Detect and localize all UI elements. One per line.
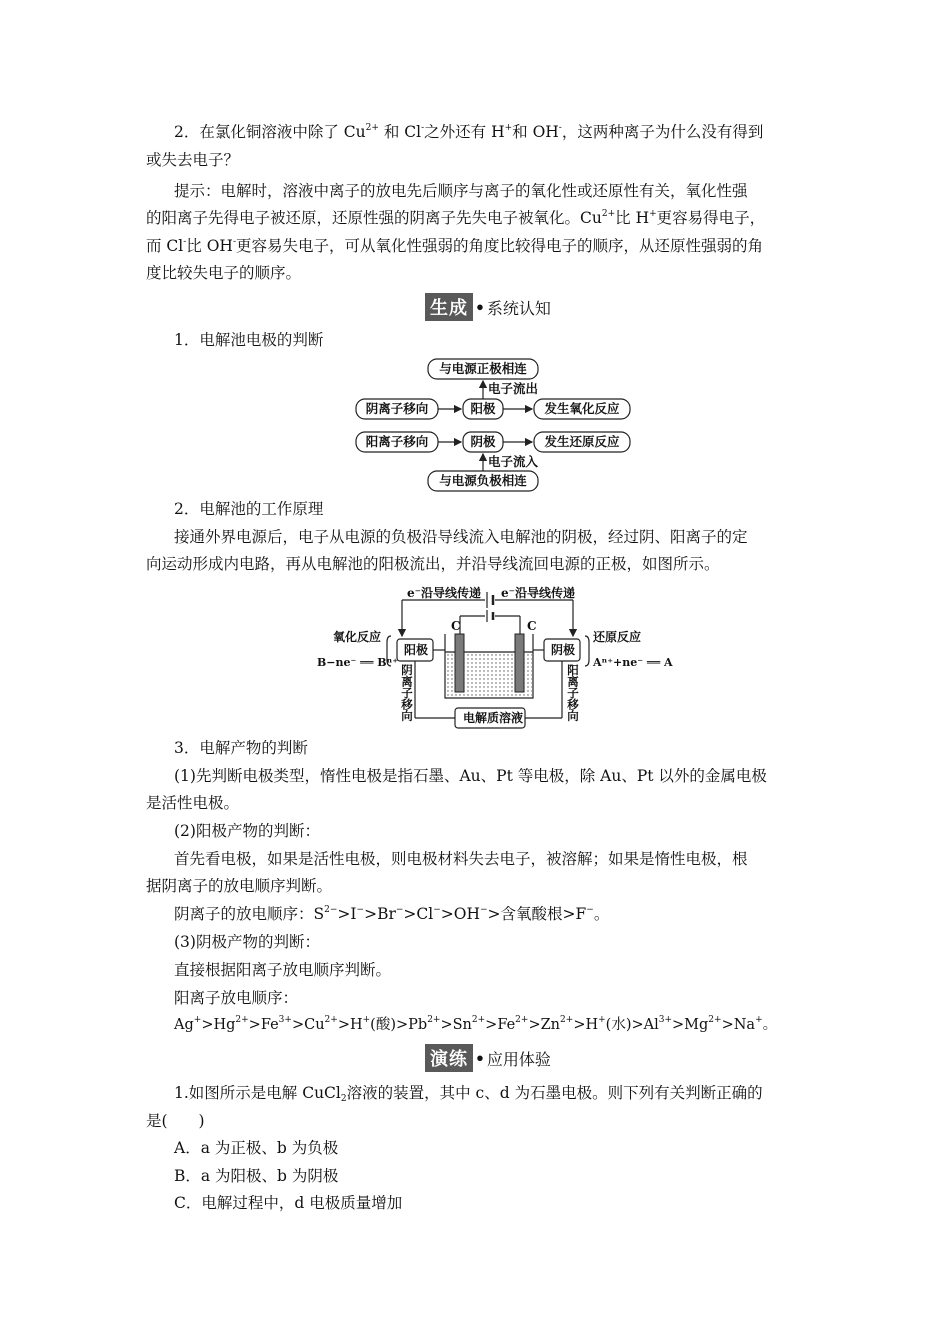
point-3-s2-title: (2)阳极产物的判断： (174, 822, 320, 840)
question-2-line2: 或失去电子？ (146, 151, 240, 169)
point-3-title: 3．电解产物的判断 (174, 739, 308, 757)
exercise-1-line2: 是( ) (146, 1112, 205, 1130)
flow-anode: 阳极 (470, 401, 496, 416)
cell-cation-move: 阳离子移向 (566, 664, 580, 722)
cell-cathode: 阴极 (551, 643, 576, 657)
exercise-1-line1: 1.如图所示是电解 CuCl$_2$溶液的装置，其中 c、d 为石墨电极。则下列有关判断正确的 (174, 1084, 763, 1104)
hint-line1: 提示：电解时，溶液中离子的放电先后顺序与离子的氧化性或还原性有关，氧化性强 (174, 182, 748, 200)
flow-positive-source: 与电源正极相连 (439, 361, 527, 376)
section-badge: 演练 (425, 1044, 473, 1072)
cell-oxidation: 氧化反应 (333, 630, 382, 644)
flow-electron-out: 电子流出 (487, 381, 539, 396)
point-3-s2-line1: 首先看电极，如果是活性电极，则电极材料失去电子，被溶解；如果是惰性电极，根 (174, 850, 748, 868)
flow-anion-move: 阴离子移向 (365, 401, 429, 416)
point-3-s2-line2: 据阴离子的放电顺序判断。 (146, 877, 333, 895)
cell-anion-move: 阴离子移向 (400, 664, 414, 722)
cell-reduction: 还原反应 (593, 630, 642, 644)
point-3-s1-line1: (1)先判断电极类型，惰性电极是指石墨、Au、Pt 等电极，除 Au、Pt 以外的金属电极 (174, 767, 767, 785)
electrode-judgment-diagram (350, 356, 640, 496)
cation-discharge-order: $Ag^+>Hg^{2+}>Fe^{3+}>Cu^{2+}>H^+$(酸)$>Pb^{2+}>Sn^{2+}>Fe^{2+}>Zn^{2+}>H^+$(水)$>Al^{3+}>Mg^{2+}>Na^+$。 (174, 1015, 778, 1033)
flow-cation-move: 阳离子移向 (365, 434, 429, 449)
anion-discharge-order: 阴离子的放电顺序：$S^{2-}>I^->Br^->Cl^->OH^->$含氧酸根>F−。 (174, 905, 610, 923)
point-1-title: 1．电解池电极的判断 (174, 331, 324, 349)
hint-line2: 的阳离子先得电子被还原，还原性强的阴离子先失电子被氧化。$Cu^{2+}$比 H+更容易得电子， (146, 209, 766, 227)
cell-left-electron-label: e⁻沿导线传递 (407, 586, 481, 600)
section-header-practice: 演练 • 应用体验 (425, 1045, 551, 1071)
flow-oxidation: 发生氧化反应 (544, 401, 620, 416)
cell-carbon-left: C (451, 619, 461, 633)
cell-anode-equation: B−ne⁻ ══ Bⁿ⁺ (317, 656, 399, 669)
option-b[interactable]: B．a 为阳极、b 为阴极 (174, 1167, 339, 1185)
hint-line3: 而 Cl-比 OH-更容易失电子，可从氧化性强弱的角度比较得电子的顺序，从还原性强弱的角 (146, 237, 764, 255)
electrolytic-cell-diagram (315, 586, 675, 734)
option-a[interactable]: A．a 为正极、b 为负极 (174, 1139, 339, 1157)
section-title: 系统认知 (486, 298, 551, 318)
flow-electron-in: 电子流入 (487, 454, 539, 469)
flow-reduction: 发生还原反应 (544, 434, 620, 449)
cell-carbon-right: C (527, 619, 537, 633)
point-3-s3-title: (3)阴极产物的判断： (174, 933, 320, 951)
section-badge: 生成 (425, 293, 473, 321)
point-3-s3-line1: 直接根据阳离子放电顺序判断。 (174, 961, 392, 979)
cell-electrolyte: 电解质溶液 (463, 711, 524, 725)
option-c[interactable]: C．电解过程中，d 电极质量增加 (174, 1194, 403, 1212)
section-header-generate: 生成 • 系统认知 (425, 294, 551, 320)
cell-cathode-equation: Aⁿ⁺+ne⁻ ══ A (593, 656, 673, 669)
question-2-line1: 2．在氯化铜溶液中除了 $Cu^{2+}$ 和 Cl-之外还有 H+和 OH-，这两种离子为什么没有得到 (174, 123, 764, 141)
hint-line4: 度比较失电子的顺序。 (146, 264, 302, 282)
cell-right-electron-label: e⁻沿导线传递 (501, 586, 575, 600)
point-2-line2: 向运动形成内电路，再从电解池的阳极流出，并沿导线流回电源的正极，如图所示。 (146, 555, 720, 573)
point-2-title: 2．电解池的工作原理 (174, 500, 324, 518)
point-3-s1-line2: 是活性电极。 (146, 794, 240, 812)
flow-cathode: 阴极 (470, 434, 496, 449)
point-3-s3-line2: 阳离子放电顺序： (174, 989, 299, 1007)
point-2-line1: 接通外界电源后，电子从电源的负极沿导线流入电解池的阴极，经过阴、阳离子的定 (174, 528, 748, 546)
flow-negative-source: 与电源负极相连 (439, 473, 527, 488)
section-title: 应用体验 (486, 1049, 551, 1069)
cell-anode: 阳极 (404, 643, 429, 657)
